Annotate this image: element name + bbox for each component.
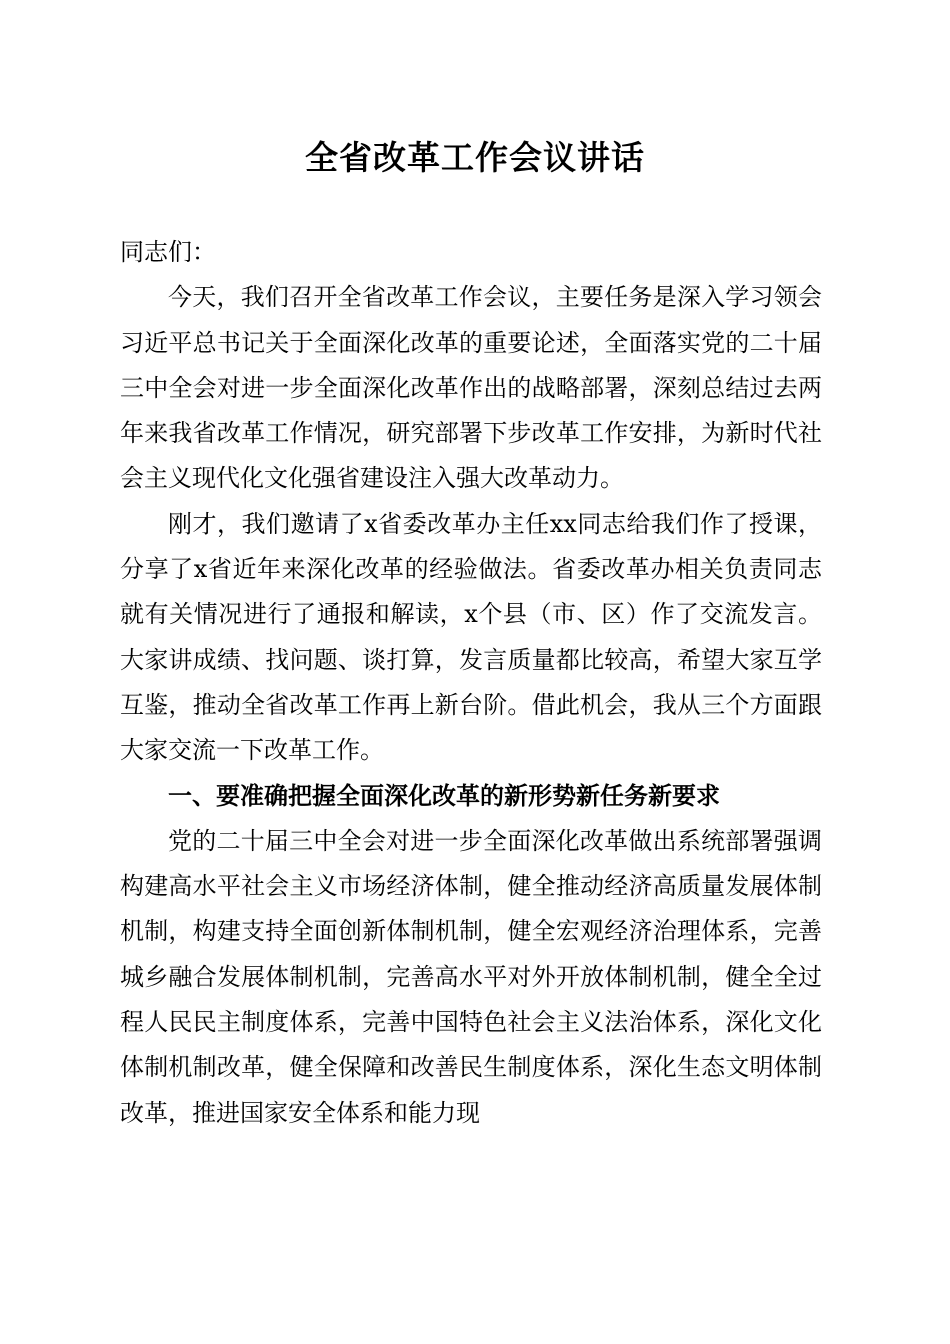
section-paragraph: 党的二十届三中全会对进一步全面深化改革做出系统部署强调构建高水平社会主义市场经济体制，健全推动经济高质量发展体制机制，构建支持全面创新体制机制，健全宏观经济治理体系，完善城乡融合发展体制机制，完善高水平对外开放体制机制，健全全过程人民民主制度体系，完善中国特色社会主义法治体系，深化文化体制机制改革，健全保障和改善民生制度体系，深化生态文明体制改革，推进国家安全体系和能力现 bbox=[120, 826, 822, 1127]
salutation: 同志们： bbox=[120, 238, 216, 266]
document-title: 全省改革工作会议讲话 bbox=[305, 138, 645, 177]
section-heading: 一、要准确把握全面深化改革的新形势新任务新要求 bbox=[168, 781, 720, 810]
document-body bbox=[120, 230, 822, 1136]
paragraph-1: 今天，我们召开全省改革工作会议，主要任务是深入学习领会习近平总书记关于全面深化改革的重要论述，全面落实党的二十届三中全会对进一步全面深化改革作出的战略部署，深刻总结过去两年来我省改革工作情况，研究部署下步改革工作安排，为新时代社会主义现代化文化强省建设注入强大改革动力。 bbox=[120, 283, 822, 493]
paragraph-2: 刚才，我们邀请了x省委改革办主任xx同志给我们作了授课，分享了x省近年来深化改革的经验做法。省委改革办相关负责同志就有关情况进行了通报和解读，x个县（市、区）作了交流发言。大家讲成绩、找问题、谈打算，发言质量都比较高，希望大家互学互鉴，推动全省改革工作再上新台阶。借此机会，我从三个方面跟大家交流一下改革工作。 bbox=[120, 509, 822, 765]
